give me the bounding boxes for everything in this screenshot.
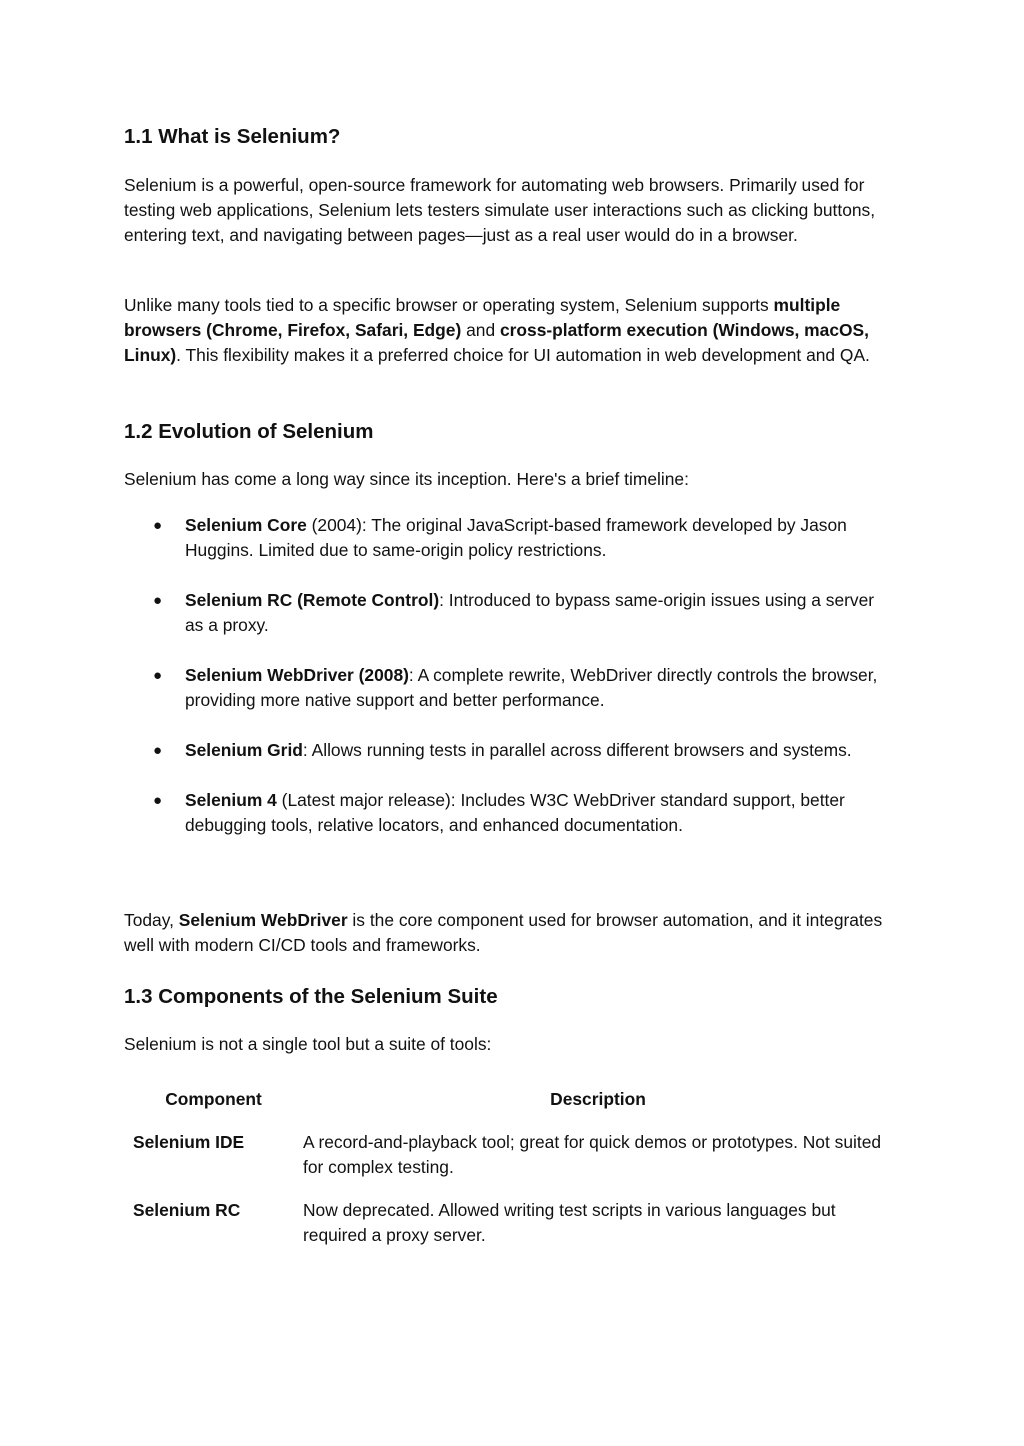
heading-components: 1.3 Components of the Selenium Suite (124, 985, 498, 1008)
paragraph-browser-support (124, 293, 894, 368)
bullet-icon: ● (153, 792, 163, 809)
list-item-title: Selenium WebDriver (2008) (185, 665, 409, 685)
column-header-description: Description (550, 1089, 646, 1109)
paragraph-intro: Selenium is a powerful, open-source framework for automating web browsers. Primarily used for testing web applications, Selenium lets testers simulate user interactions such as clicking buttons, entering text, and navigating between pages—just as a real user would do in a browser. (124, 175, 876, 245)
table-cell-description: Now deprecated. Allowed writing test scripts in various languages but required a proxy server. (303, 1200, 836, 1245)
list-item-text: : Introduced to bypass same-origin issues using a server as a proxy. (185, 590, 875, 635)
list-item-text: : A complete rewrite, WebDriver directly controls the browser, providing more native support and better performance. (185, 665, 878, 710)
text-run: is the core component used for browser automation, and it integrates well with modern CI/CD tools and frameworks. (124, 910, 883, 955)
paragraph-suite-intro: Selenium is not a single tool but a suite of tools: (124, 1034, 492, 1054)
heading-what-is-selenium: 1.1 What is Selenium? (124, 125, 341, 148)
bullet-icon: ● (153, 592, 163, 609)
text-run: and (461, 320, 500, 340)
component-name: Selenium IDE (133, 1132, 245, 1152)
text-run: . This flexibility makes it a preferred choice for UI automation in web development and QA. (176, 345, 870, 365)
list-item-text: : Allows running tests in parallel across different browsers and systems. (302, 740, 852, 760)
paragraph-today (124, 908, 894, 958)
components-table (124, 1087, 893, 1248)
list-item-title: Selenium Core (185, 515, 307, 535)
text-run: Unlike many tools tied to a specific browser or operating system, Selenium supports (124, 295, 774, 315)
list-item-title: Selenium RC (Remote Control) (185, 590, 440, 610)
list-item-text: (Latest major release): Includes W3C WebDriver standard support, better debugging tools, relative locators, and enhanced documentation. (185, 790, 845, 835)
text-run: Today, (124, 910, 179, 930)
table-cell-component (124, 1130, 303, 1198)
table-cell-component (124, 1198, 303, 1248)
column-header-component: Component (165, 1089, 262, 1109)
bold-text-browsers: multiple browsers (Chrome, Firefox, Safari, Edge) (124, 295, 841, 340)
list-item (124, 738, 894, 763)
list-item (124, 513, 894, 563)
bullet-icon: ● (153, 667, 163, 684)
list-item-title: Selenium 4 (185, 790, 277, 810)
list-item (124, 788, 894, 838)
table-header-row (124, 1087, 893, 1130)
bullet-icon: ● (153, 742, 163, 759)
bullet-icon: ● (153, 517, 163, 534)
list-item-text: (2004): The original JavaScript-based framework developed by Jason Huggins. Limited due to same-origin policy restrictions. (185, 515, 847, 560)
timeline-list (124, 513, 894, 838)
table-row (124, 1130, 893, 1198)
list-item-title: Selenium Grid (185, 740, 303, 760)
component-name: Selenium RC (133, 1200, 241, 1220)
paragraph-timeline-intro: Selenium has come a long way since its inception. Here's a brief timeline: (124, 469, 689, 489)
list-item (124, 663, 894, 713)
table-row (124, 1198, 893, 1248)
heading-evolution: 1.2 Evolution of Selenium (124, 420, 374, 443)
list-item (124, 588, 894, 638)
table-cell-description: A record-and-playback tool; great for quick demos or prototypes. Not suited for complex testing. (303, 1132, 882, 1177)
bold-text-platforms: cross-platform execution (Windows, macOS, Linux) (124, 320, 869, 365)
bold-text-webdriver: Selenium WebDriver (178, 910, 348, 930)
